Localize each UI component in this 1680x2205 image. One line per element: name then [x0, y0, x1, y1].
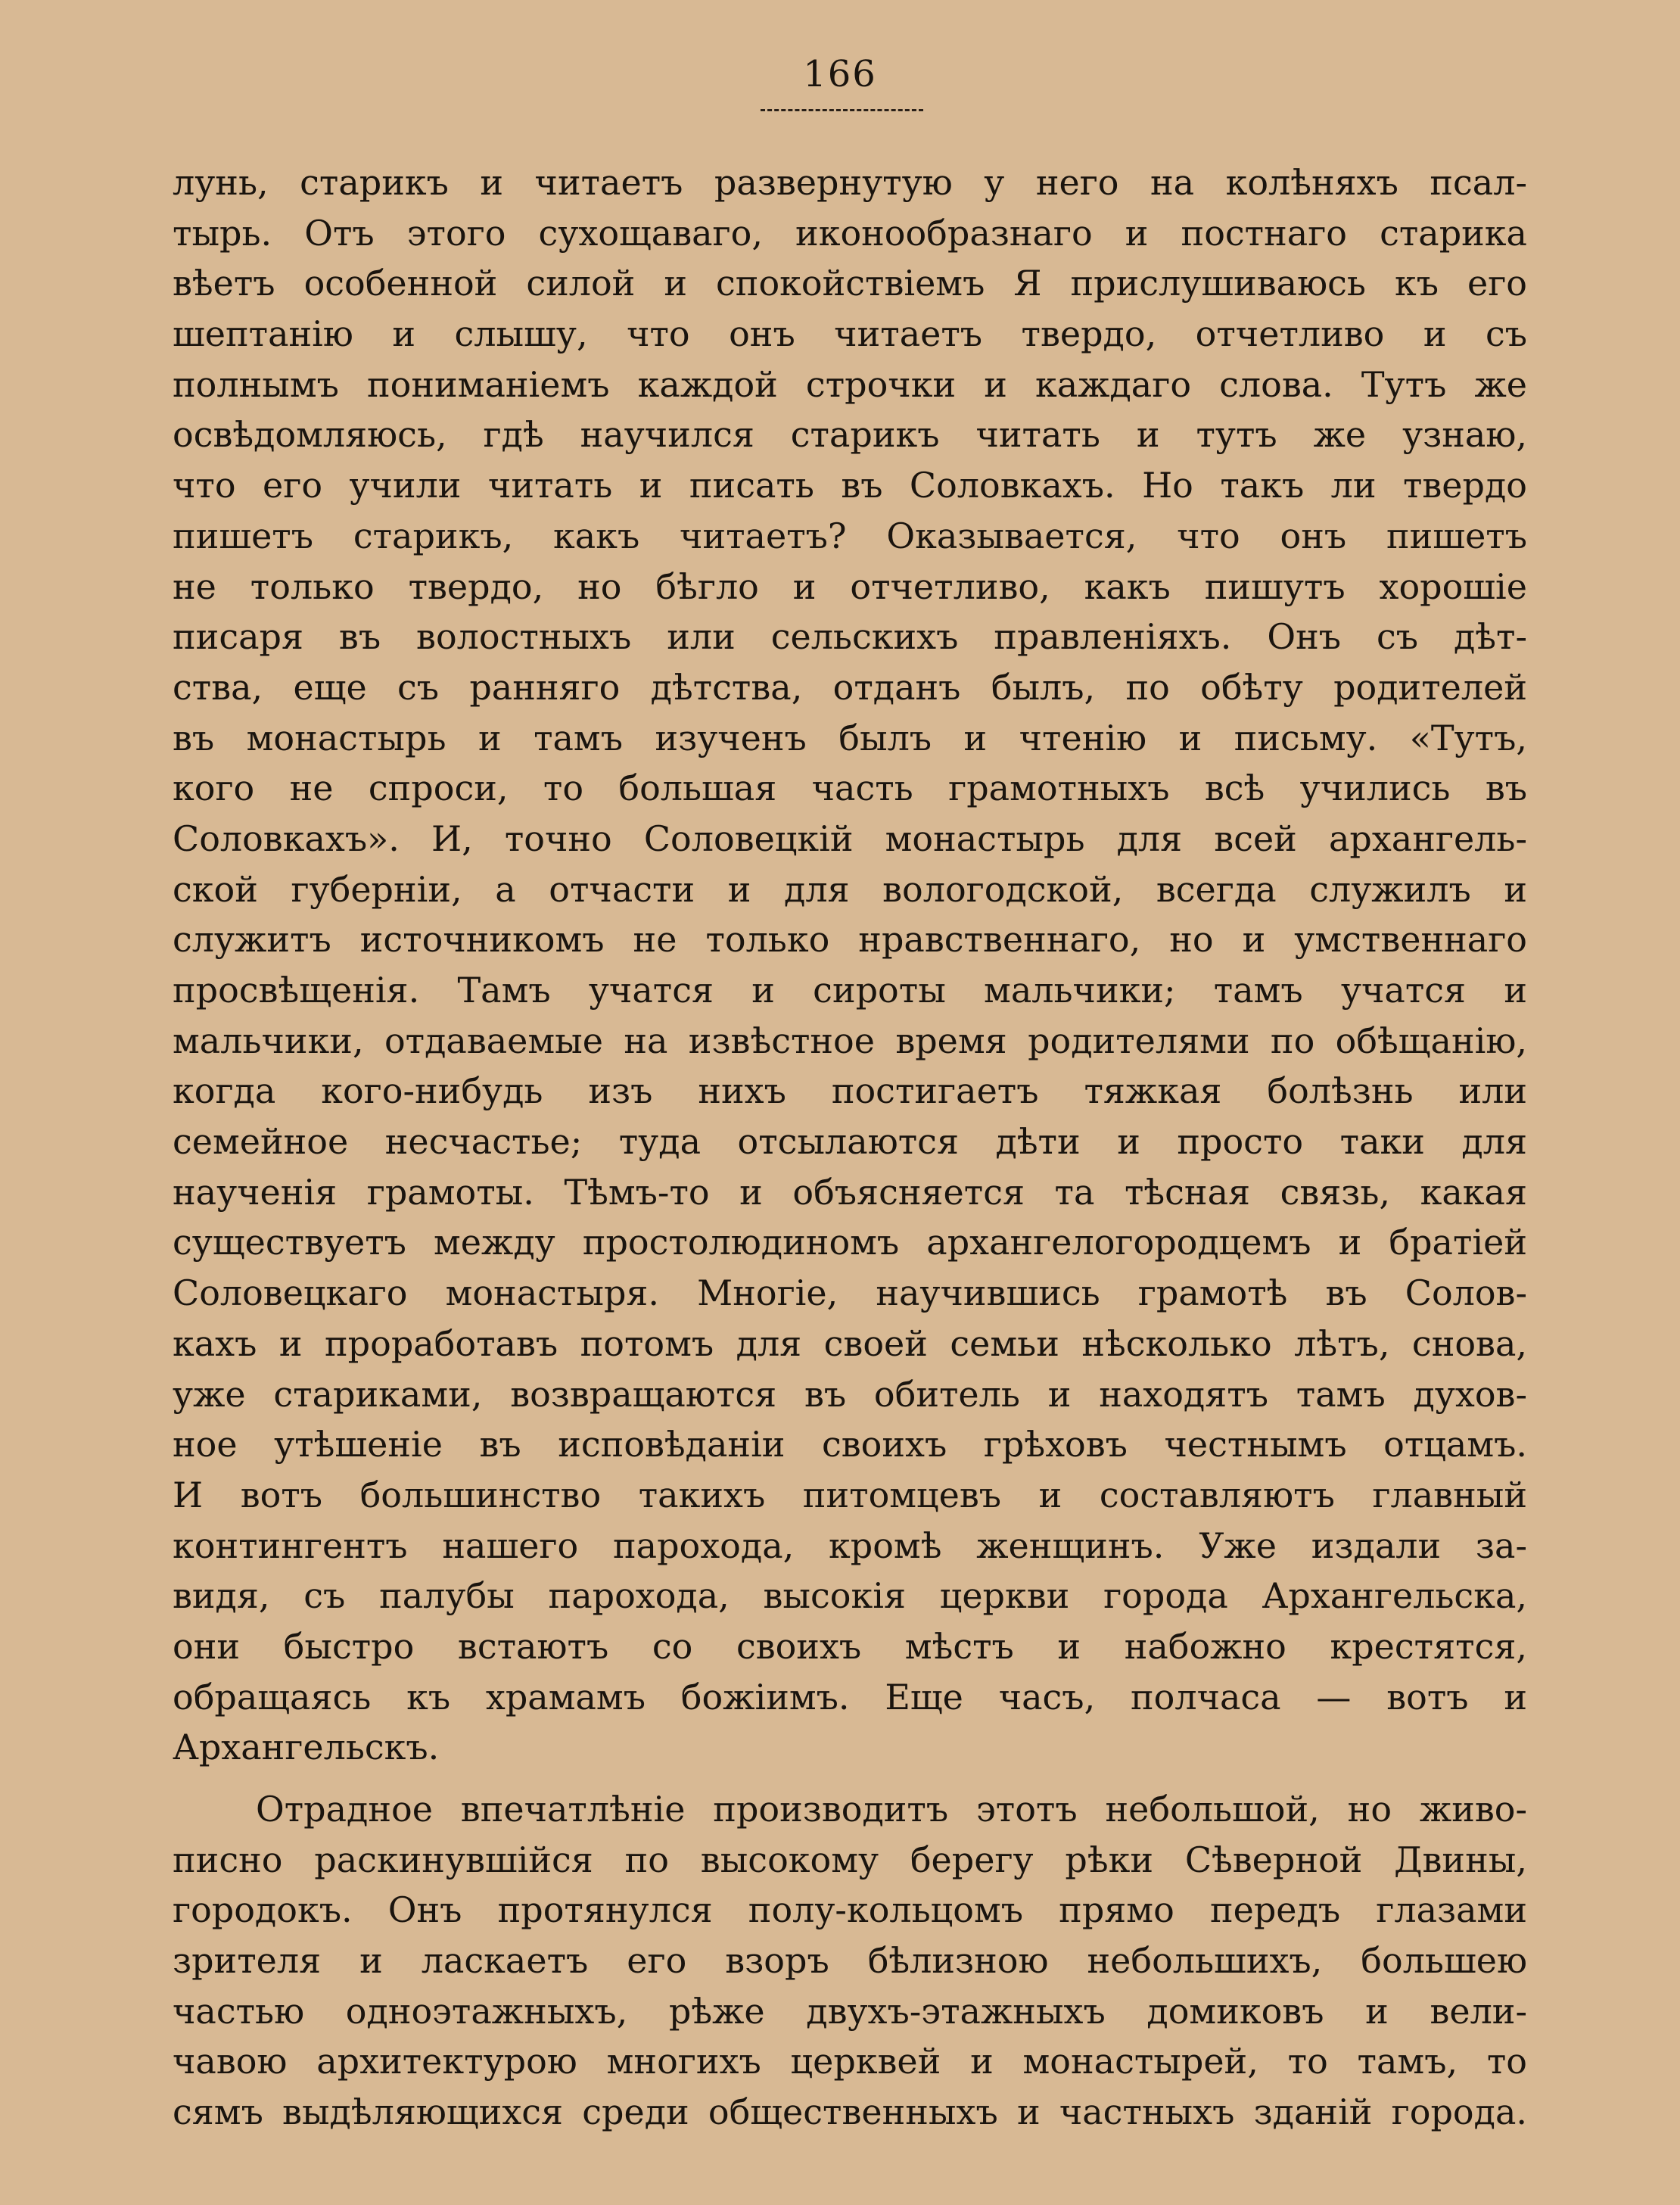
text-line: въ монастырь и тамъ изученъ былъ и чтенію и письму. «Тутъ, [173, 717, 1527, 758]
page-body [173, 157, 1527, 2138]
text-line: вѣетъ особенной силой и спокойствіемъ Я прислушиваюсь къ его [173, 263, 1527, 304]
text-line: пишетъ старикъ, какъ читаетъ? Оказывается, что онъ пишетъ [173, 515, 1527, 556]
text-line: не только твердо, но бѣгло и отчетливо, какъ пишутъ хорошіе [173, 565, 1527, 607]
page-number-rule [761, 109, 923, 111]
text-line: видя, съ палубы парохода, высокія церкви города Архангельска, [173, 1575, 1527, 1617]
text-line: обращаясь къ храмамъ божіимъ. Еще часъ, полчаса — вотъ и [173, 1676, 1527, 1718]
text-line: городокъ. Онъ протянулся полу-кольцомъ прямо передъ глазами [173, 1889, 1527, 1931]
text-line: наученія грамоты. Тѣмъ-то и объясняется та тѣсная связь, какая [173, 1171, 1527, 1213]
text-line: И вотъ большинство такихъ питомцевъ и составляютъ главный [173, 1474, 1527, 1515]
page-number: 166 [803, 53, 877, 95]
text-line: мальчики, отдаваемые на извѣстное время родителями по обѣщанію, [173, 1020, 1527, 1061]
text-line: служитъ источникомъ не только нравственнаго, но и умственнаго [173, 919, 1527, 961]
text-line: кахъ и проработавъ потомъ для своей семьи нѣсколько лѣтъ, снова, [173, 1322, 1527, 1364]
text-line: ства, еще съ ранняго дѣтства, отданъ былъ, по обѣту родителей [173, 666, 1527, 708]
text-line: Соловецкаго монастыря. Многіе, научившись грамотѣ въ Солов- [173, 1272, 1527, 1314]
text-line: семейное несчастье; туда отсылаются дѣти и просто таки для [173, 1121, 1527, 1163]
text-line: ской губерніи, а отчасти и для вологодской, всегда служилъ и [173, 868, 1527, 910]
text-line: шептанію и слышу, что онъ читаетъ твердо, отчетливо и съ [173, 313, 1527, 355]
text-line: лунь, старикъ и читаетъ развернутую у него на колѣняхъ псал- [173, 162, 1527, 203]
text-line: они быстро встаютъ со своихъ мѣстъ и набожно крестятся, [173, 1625, 1527, 1667]
text-line: что его учили читать и писать въ Соловкахъ. Но такъ ли твердо [173, 465, 1527, 506]
text-line: ное утѣшеніе въ исповѣданіи своихъ грѣховъ честнымъ отцамъ. [173, 1424, 1527, 1465]
text-line: Соловкахъ». И, точно Соловецкій монастырь для всей архангель- [173, 818, 1527, 859]
text-line: чавою архитектурою многихъ церквей и монастырей, то тамъ, то [173, 2041, 1527, 2082]
text-line: кого не спроси, то большая часть грамотныхъ всѣ учились въ [173, 768, 1527, 809]
paragraph [173, 157, 1527, 1773]
text-line: сямъ выдѣляющихся среди общественныхъ и частныхъ зданій города. [173, 2091, 1527, 2133]
text-line: существуетъ между простолюдиномъ архангелогородцемъ и братіей [173, 1222, 1527, 1263]
text-line: писно раскинувшійся по высокому берегу рѣки Сѣверной Двины, [173, 1839, 1527, 1880]
text-line: Отрадное впечатлѣніе производитъ этотъ небольшой, но живо- [256, 1789, 1527, 1830]
text-line: контингентъ нашего парохода, кромѣ женщинъ. Уже издали за- [173, 1525, 1527, 1566]
text-line: когда кого-нибудь изъ нихъ постигаетъ тяжкая болѣзнь или [173, 1070, 1527, 1112]
text-line: Архангельскъ. [173, 1727, 440, 1768]
paragraph [173, 1784, 1527, 2138]
text-line: освѣдомляюсь, гдѣ научился старикъ читать и тутъ же узнаю, [173, 414, 1527, 456]
text-line: уже стариками, возвращаются въ обитель и находятъ тамъ духов- [173, 1373, 1527, 1415]
text-line: просвѣщенія. Тамъ учатся и сироты мальчики; тамъ учатся и [173, 970, 1527, 1011]
text-line: частью одноэтажныхъ, рѣже двухъ-этажныхъ домиковъ и вели- [173, 1990, 1527, 2032]
paragraph-gap [173, 1773, 1527, 1784]
text-line: писаря въ волостныхъ или сельскихъ правленіяхъ. Онъ съ дѣт- [173, 616, 1527, 658]
text-line: полнымъ пониманіемъ каждой строчки и каждаго слова. Тутъ же [173, 363, 1527, 405]
text-line: тырь. Отъ этого сухощаваго, иконообразнаго и постнаго старика [173, 212, 1527, 254]
text-line: зрителя и ласкаетъ его взоръ бѣлизною небольшихъ, большею [173, 1940, 1527, 1982]
